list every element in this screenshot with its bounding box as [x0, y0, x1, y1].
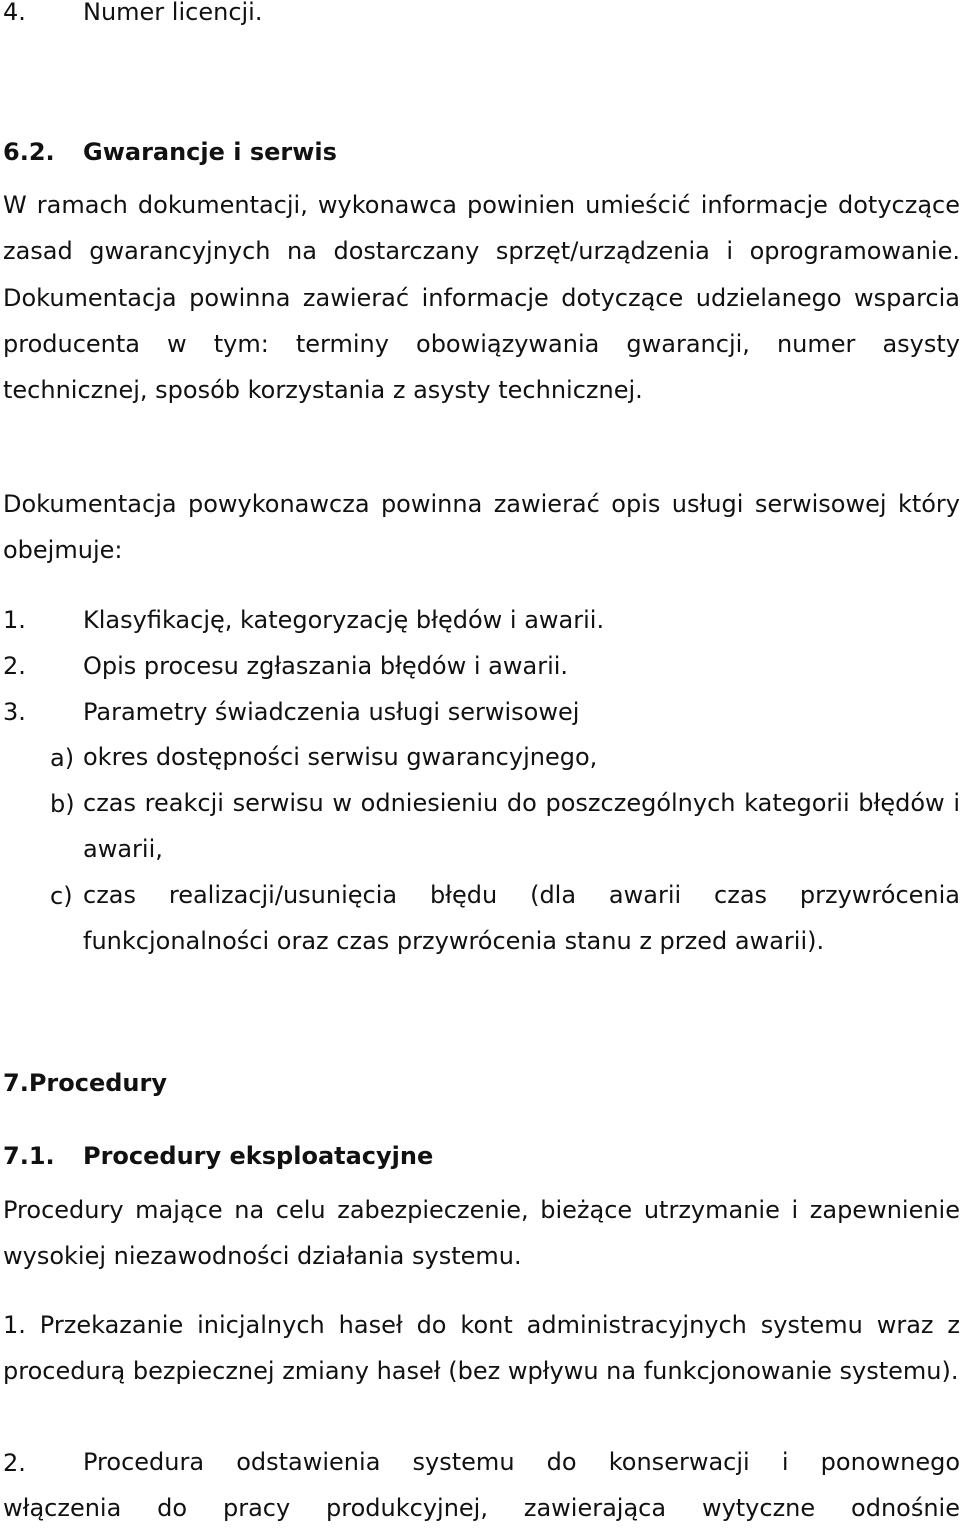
chapter-7-heading: 7.Procedury: [3, 1069, 167, 1097]
license-item-text: Numer licencji.: [83, 0, 263, 26]
subitem-text: czas realizacji/usunięcia błędu (dla awarii czas przywrócenia funkcjonalności oraz czas przywrócenia stanu z przed awarii).: [83, 881, 960, 955]
subitem-text: czas reakcji serwisu w odniesieniu do poszczególnych kategorii błędów i awarii,: [83, 789, 960, 863]
license-item-number: 4.: [3, 0, 26, 26]
subitem-text: okres dostępności serwisu gwarancyjnego,: [83, 743, 598, 771]
service-documentation-paragraph: Dokumentacja powykonawcza powinna zawierać opis usługi serwisowej który obejmuje:: [3, 490, 960, 565]
section-7-1-number: 7.1.: [3, 1142, 55, 1170]
procedure-item-line: włączenia do pracy produkcyjnej, zawierająca wytyczne odnośnie: [3, 1494, 960, 1522]
section-7-1-title: Procedury eksploatacyjne: [83, 1142, 434, 1170]
warranty-paragraph: W ramach dokumentacji, wykonawca powinien umieścić informacje dotyczące zasad gwarancyjnych na dostarczany sprzęt/urządzenia i oprogramowanie. Dokumentacja powinna zawierać informacje dotyczące udzielanego wsparcia producenta w tym: terminy obowiązywania gwarancji, numer asysty technicznej, sposób korzystania z asysty technicznej.: [3, 191, 960, 405]
list-item-number: 1.: [3, 606, 26, 634]
procedures-paragraph: Procedury mające na celu zabezpieczenie, bieżące utrzymanie i zapewnienie wysokiej niezawodności działania systemu.: [3, 1196, 960, 1271]
subitem-letter: b): [50, 790, 75, 818]
list-item-text: Klasyfikację, kategoryzację błędów i awarii.: [83, 606, 605, 634]
procedure-item-line: Procedura odstawienia systemu do konserwacji i ponownego: [83, 1448, 960, 1476]
procedure-item: 1. Przekazanie inicjalnych haseł do kont administracyjnych systemu wraz z procedurą bezpiecznej zmiany haseł (bez wpływu na funkcjonowanie systemu).: [3, 1311, 960, 1386]
list-item-number: 2.: [3, 652, 26, 680]
list-item-number: 3.: [3, 698, 26, 726]
subitem-letter: c): [50, 882, 73, 910]
section-6-2-title: Gwarancje i serwis: [83, 138, 337, 166]
procedure-item-number: 2.: [3, 1449, 26, 1477]
list-item-text: Opis procesu zgłaszania błędów i awarii.: [83, 652, 569, 680]
section-6-2-number: 6.2.: [3, 138, 55, 166]
subitem-letter: a): [50, 744, 75, 772]
list-item-text: Parametry świadczenia usługi serwisowej: [83, 698, 580, 726]
